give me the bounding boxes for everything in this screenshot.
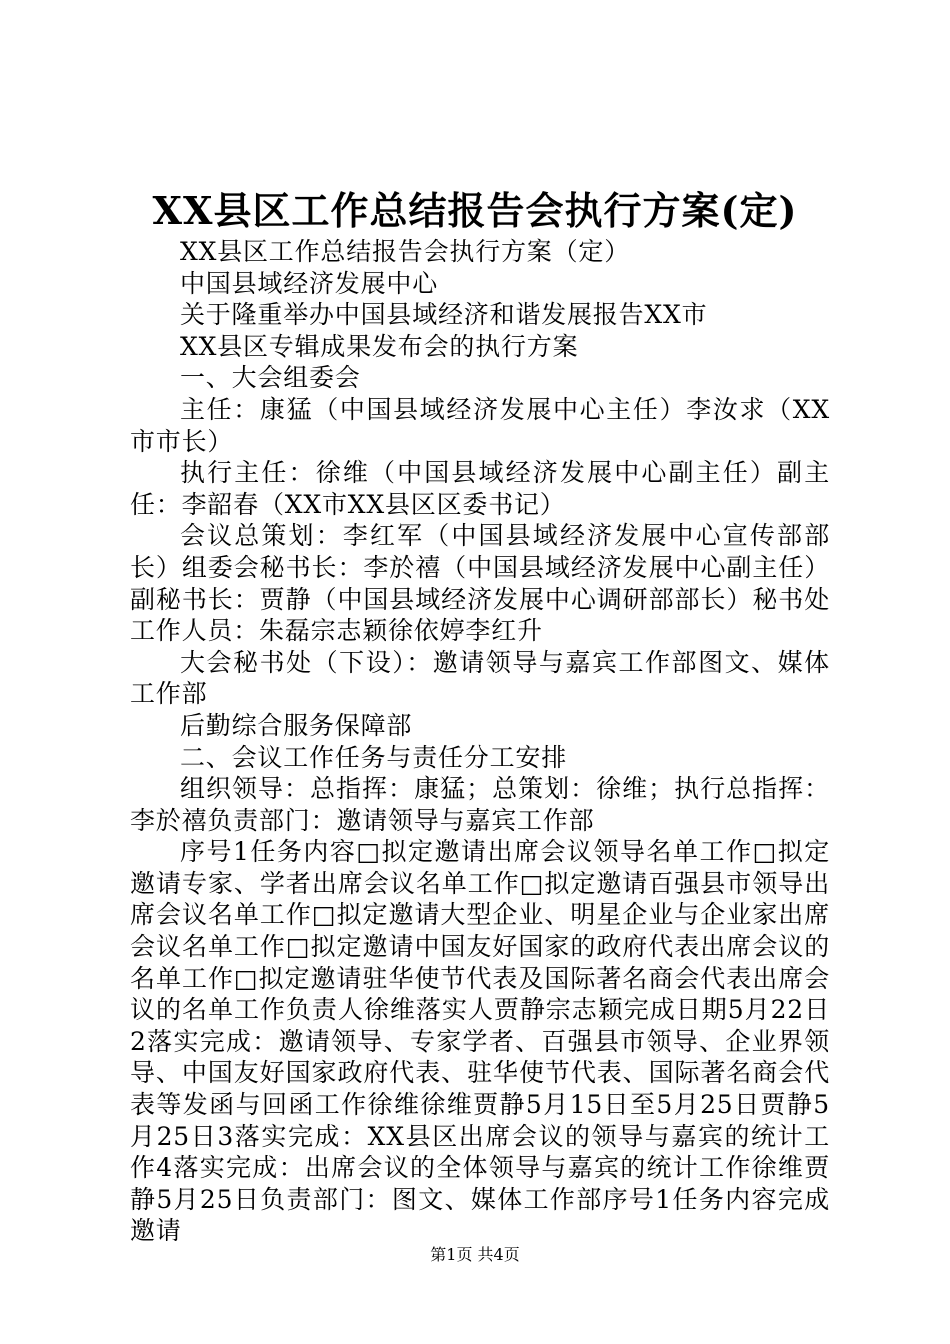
paragraph: 执行主任：徐维（中国县域经济发展中心副主任）副主任：李韶春（XX市XX县区区委书记） bbox=[130, 458, 830, 519]
paragraph: XX县区工作总结报告会执行方案（定） bbox=[180, 237, 630, 266]
paragraph: 中国县域经济发展中心 bbox=[180, 268, 439, 298]
paragraph: XX县区专辑成果发布会的执行方案 bbox=[180, 331, 579, 361]
paragraph: 后勤综合服务保障部 bbox=[180, 710, 413, 740]
paragraph: 序号1任务内容□拟定邀请出席会议领导名单工作□拟定邀请专家、学者出席会议名单工作□拟定邀请百强县市领导出席会议名单工作□拟定邀请大型企业、明星企业与企业家出席会议名单工作□拟定邀请中国友好国家的政府代表出席会议的名单工作□拟定邀请驻华使节代表及国际著名商会代表出席会议的名单工作负责人徐维落实人贾静宗志颖完成日期5月22日2落实完成：邀请领导、专家学者、百强县市领导、企业界领导、中国友好国家政府代表、驻华使节代表、国际著名商会代表等发函与回函工作徐维徐维贾静5月15日至5月25日贾静5月25日3落实完成：XX县区出席会议的领导与嘉宾的统计工作4落实完成：出席会议的全体领导与嘉宾的统计工作徐维贾静5月25日负责部门：图文、媒体工作部序号1任务内容完成邀请 bbox=[130, 837, 830, 1246]
page-footer: 第1页 共4页 bbox=[430, 1245, 520, 1264]
document-title: XX县区工作总结报告会执行方案(定) bbox=[152, 188, 798, 233]
document-body bbox=[130, 236, 830, 1247]
paragraph: 主任：康猛（中国县域经济发展中心主任）李汝求（XX市市长） bbox=[130, 394, 830, 456]
paragraph: 会议总策划：李红军（中国县域经济发展中心宣传部部长）组委会秘书长：李於禧（中国县域经济发展中心副主任）副秘书长：贾静（中国县域经济发展中心调研部部长）秘书处工作人员：朱磊宗志颖徐依婷李红升 bbox=[130, 521, 830, 646]
section-heading: 二、会议工作任务与责任分工安排 bbox=[180, 742, 568, 772]
paragraph: 大会秘书处（下设）：邀请领导与嘉宾工作部图文、媒体工作部 bbox=[130, 647, 830, 709]
section-heading: 一、大会组委会 bbox=[180, 363, 361, 393]
paragraph: 组织领导：总指挥：康猛；总策划：徐维；执行总指挥：李於禧负责部门：邀请领导与嘉宾工作部 bbox=[130, 774, 830, 835]
paragraph: 关于隆重举办中国县域经济和谐发展报告XX市 bbox=[180, 300, 708, 330]
